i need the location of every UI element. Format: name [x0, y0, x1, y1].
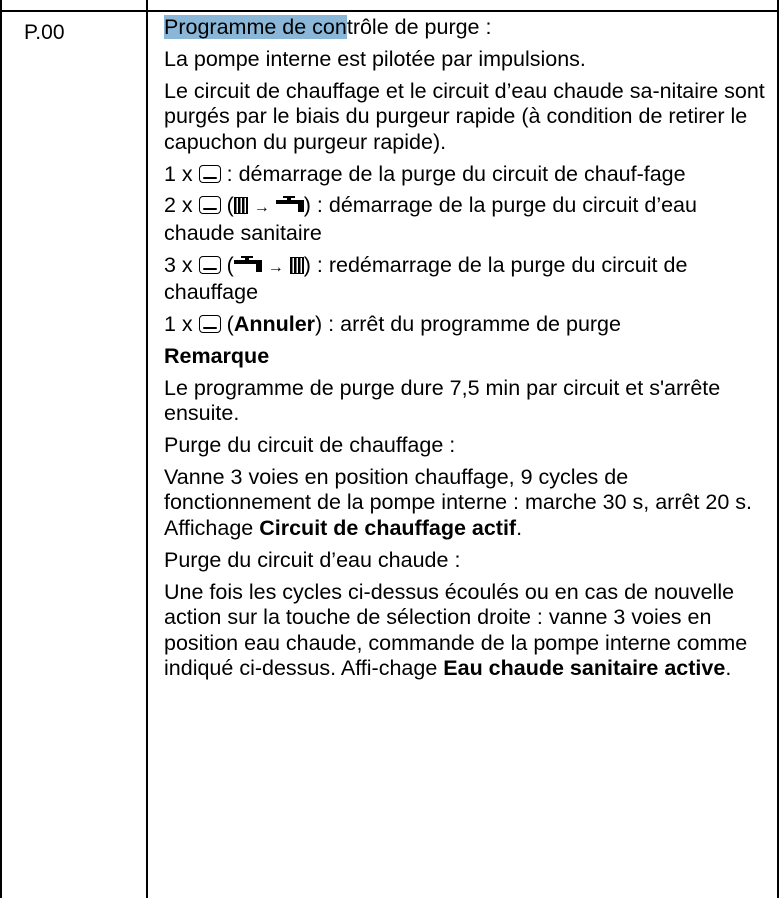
remark-paragraph: Une fois les cycles ci-dessus écoulés ou en cas de nouvelle action sur la touche de sélection droite : vanne 3 voies en position eau chaude, commande de la pompe interne comme indiqué ci-dessus. Affi-chage Eau chaude sanitaire active. — [164, 579, 748, 681]
description-paragraph: La pompe interne est pilotée par impulsions. — [164, 46, 586, 71]
remarque-heading: Remarque — [164, 343, 270, 368]
tap-icon — [276, 196, 304, 214]
row-divider — [0, 10, 779, 12]
select-key-icon — [199, 256, 221, 274]
remark-paragraph: Purge du circuit d’eau chaude : — [164, 547, 461, 572]
tap-icon — [234, 256, 262, 274]
remark-paragraph: Vanne 3 voies en position chauffage, 9 cycles de fonctionnement de la pompe interne : marche 30 s, arrêt 20 s. Affichage Circuit de chauffage actif. — [164, 464, 752, 540]
select-key-icon — [199, 196, 221, 214]
arrow-icon: → — [267, 258, 284, 276]
description-paragraph: Le circuit de chauffage et le circuit d’eau chaude sa-nitaire sont purgés par le biais du purgeur rapide (à condition de retirer le capuchon du purgeur rapide). — [164, 78, 765, 154]
select-key-icon — [199, 315, 221, 333]
parameter-description — [164, 15, 769, 682]
step-1: 1 x : démarrage de la purge du circuit de chauf-fage — [164, 161, 686, 186]
step-3: 3 x ( → ) : redémarrage de la purge du circuit de chauffage — [164, 252, 688, 305]
description-title: Programme de contrôle de purge : — [164, 15, 492, 39]
table-left-border — [0, 0, 2, 898]
select-key-icon — [199, 165, 221, 183]
step-4: 1 x (Annuler) : arrêt du programme de purge — [164, 312, 621, 337]
arrow-icon: → — [253, 199, 270, 217]
remark-paragraph: Purge du circuit de chauffage : — [164, 433, 456, 457]
radiator-icon — [290, 257, 304, 274]
remark-paragraph: Le programme de purge dure 7,5 min par circuit et s'arrête ensuite. — [164, 375, 721, 426]
highlighted-text: Programme de con — [164, 15, 347, 39]
parameter-code: P.00 — [24, 21, 65, 44]
step-2: 2 x ( → ) : démarrage de la purge du circuit d’eau chaude sanitaire — [164, 193, 697, 245]
column-divider — [146, 0, 148, 898]
radiator-icon — [234, 197, 248, 214]
